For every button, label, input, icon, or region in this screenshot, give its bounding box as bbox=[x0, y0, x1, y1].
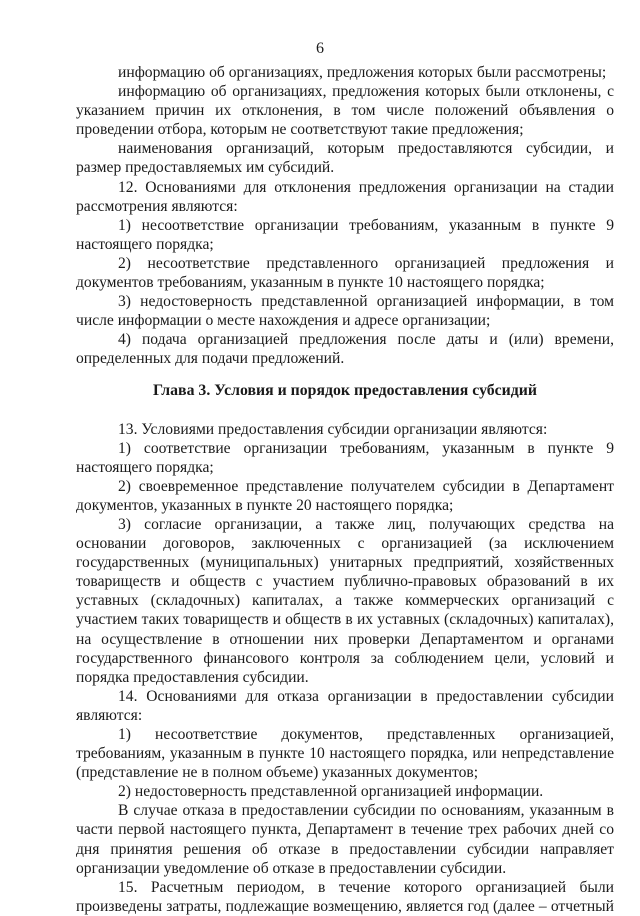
paragraph-12-item-1: 1) несоответствие организации требованиям, указанным в пункте 9 настоящего порядка; bbox=[76, 216, 614, 253]
paragraph-15: 15. Расчетным периодом, в течение которого организацией были произведены затраты, подлежащие возмещению, является год (далее – отчетный bbox=[76, 878, 614, 915]
chapter-heading: Глава 3. Условия и порядок предоставления субсидий bbox=[153, 381, 537, 399]
paragraph-org-names: наименования организаций, которым предоставляются субсидии, и размер предоставляемых им субсидий. bbox=[76, 140, 614, 177]
document-body bbox=[76, 63, 614, 916]
paragraph-14-refusal-notice: В случае отказа в предоставлении субсидии по основаниям, указанным в части первой настоящего пункта, Департамент в течение трех рабочих дней со дня принятия решения об отказе в предоставлении субсидии направляет организации уведомление об отказе в предоставлении субсидии. bbox=[76, 802, 614, 877]
paragraph-12-item-3: 3) недостоверность представленной организацией информации, в том числе информации о месте нахождения и адресе организации; bbox=[76, 293, 614, 330]
paragraph-14-item-1: 1) несоответствие документов, представленных организацией, требованиям, указанным в пункте 10 настоящего порядка, или непредставление (представление не в полном объеме) указанных документов; bbox=[76, 726, 614, 782]
paragraph-13: 13. Условиями предоставления субсидии организации являются: bbox=[118, 420, 548, 438]
paragraph-13-item-3: 3) согласие организации, а также лиц, получающих средства на основании договоров, заключенных с организацией (за исключением государственных (муниципальных) унитарных предприятий, хозяйственных товариществ и обществ с участием публично-правовых образований в их уставных (складочных) капиталах, а также коммерческих организаций с участием таких товариществ и обществ в их уставных (складочных) капиталах), на осуществление в отношении них проверки Департаментом и органами государственного финансового контроля за соблюдением цели, условий и порядка предоставления субсидии. bbox=[76, 515, 614, 686]
paragraph-12-item-4: 4) подача организацией предложения после даты и (или) времени, определенных для подачи предложений. bbox=[76, 331, 614, 368]
paragraph-info-rejected: информацию об организациях, предложения которых были отклонены, с указанием причин их отклонения, в том числе положений объявления о проведении отбора, которым не соответствуют такие предложения; bbox=[76, 83, 614, 139]
paragraph-13-item-2: 2) своевременное представление получателем субсидии в Департамент документов, указанных в пункте 20 настоящего порядка; bbox=[76, 477, 614, 514]
paragraph-info-considered: информацию об организациях, предложения которых были рассмотрены; bbox=[118, 64, 607, 81]
page-number: 6 bbox=[316, 40, 324, 57]
paragraph-12: 12. Основаниями для отклонения предложения организации на стадии рассмотрения являются: bbox=[76, 178, 614, 215]
paragraph-13-item-1: 1) соответствие организации требованиям, указанным в пункте 9 настоящего порядка; bbox=[76, 439, 614, 476]
paragraph-14: 14. Основаниями для отказа организации в предоставлении субсидии являются: bbox=[76, 687, 614, 724]
paragraph-14-item-2: 2) недостоверность представленной организацией информации. bbox=[118, 783, 544, 801]
paragraph-12-item-2: 2) несоответствие представленного организацией предложения и документов требованиям, указанным в пункте 10 настоящего порядка; bbox=[76, 254, 614, 292]
